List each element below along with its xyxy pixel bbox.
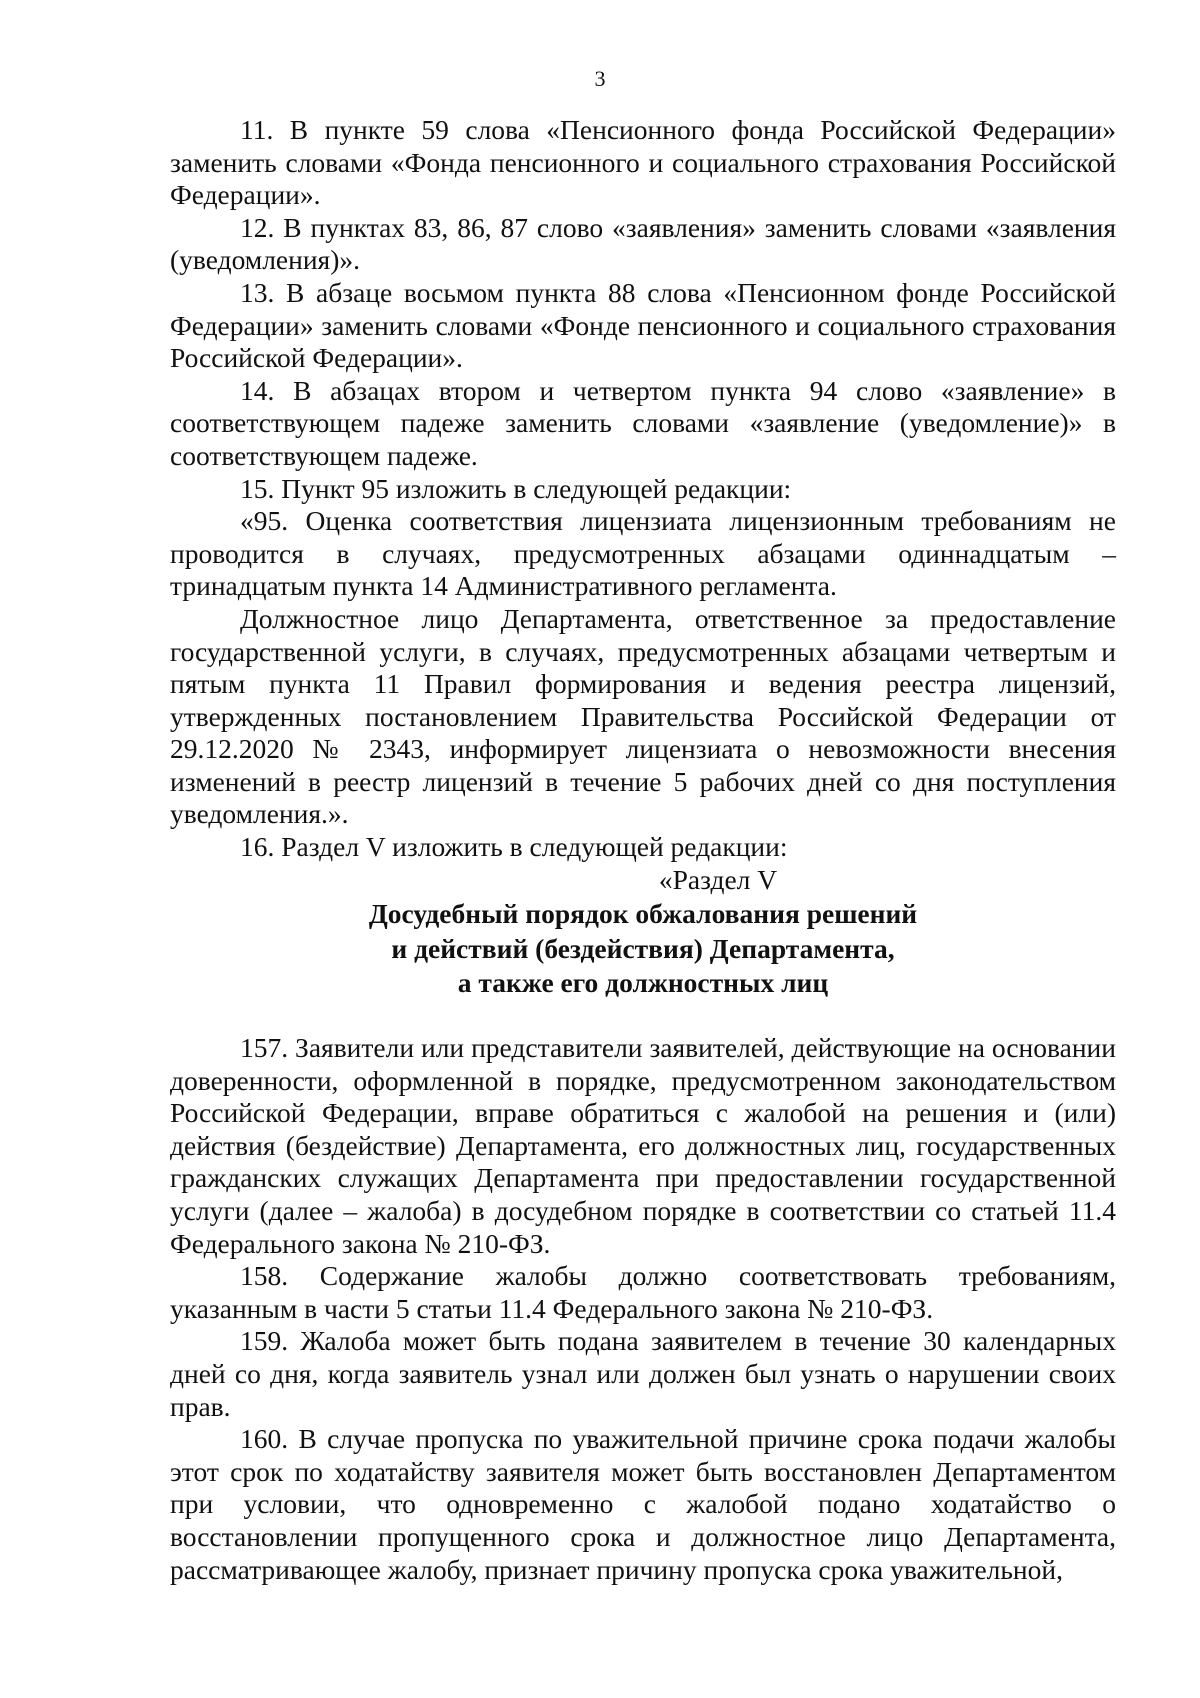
document-body <box>170 114 1116 1586</box>
paragraph-item-15: 15. Пункт 95 изложить в следующей редакции: <box>240 472 792 504</box>
paragraph-item-13: 13. В абзаце восьмом пункта 88 слова «Пенсионном фонде Российской Федерации» заменить словами «Фонде пенсионного и социального страхования Российской Федерации». <box>170 276 1116 374</box>
page-number: 3 <box>594 66 606 91</box>
paragraph-item-11: 11. В пункте 59 слова «Пенсионного фонда Российской Федерации» заменить словами «Фонда пенсионного и социального страхования Российской Федерации». <box>170 114 1116 211</box>
section-heading-line-1: Досудебный порядок обжалования решений <box>368 898 918 930</box>
paragraph-item-16: 16. Раздел V изложить в следующей редакции: <box>240 831 788 863</box>
section-heading-line-3: а также его должностных лиц <box>457 967 829 999</box>
paragraph-item-12: 12. В пунктах 83, 86, 87 слово «заявления» заменить словами «заявления (уведомления)». <box>170 211 1116 276</box>
paragraph-official-duties: Должностное лицо Департамента, ответственное за предоставление государственной услуги, в случаях, предусмотренных абзацами четвертым и пятым пункта 11 Правил формирования и ведения реестра лицензий, утвержденных постановлением Правительства Российской Федерации от 29.12.2020 № 2343, информирует лицензиата о невозможности внесения изменений в реестр лицензий в течение 5 рабочих дней со дня поступления уведомления.». <box>170 602 1116 830</box>
paragraph-item-158: 158. Содержание жалобы должно соответствовать требованиям, указанным в части 5 статьи 11.4 Федерального закона № 210-ФЗ. <box>170 1260 1116 1324</box>
paragraph-item-14: 14. В абзацах втором и четвертом пункта 94 слово «заявление» в соответствующем падеже заменить словами «заявление (уведомление)» в соответствующем падеже. <box>170 374 1116 471</box>
paragraph-item-160: 160. В случае пропуска по уважительной причине срока подачи жалобы этот срок по ходатайству заявителя может быть восстановлен Департаментом при условии, что одновременно с жалобой подано ходатайство о восстановлении пропущенного срока и должностное лицо Департамента, рассматривающее жалобу, признает причину пропуска срока уважительной, <box>170 1423 1116 1585</box>
section-heading-block <box>170 864 1116 1000</box>
section-heading-line-2: и действий (бездействия) Департамента, <box>391 932 895 964</box>
section-label: «Раздел V <box>658 863 778 895</box>
paragraph-item-157: 157. Заявители или представители заявителей, действующие на основании доверенности, оформленной в порядке, предусмотренном законодательством Российской Федерации, вправе обратиться с жалобой на решения и (или) действия (бездействие) Департамента, его должностных лиц, государственных гражданских служащих Департамента при предоставлении государственной услуги (далее – жалоба) в досудебном порядке в соответствии со статьей 11.4 Федерального закона № 210-ФЗ. <box>170 1032 1116 1259</box>
paragraph-quote-95: «95. Оценка соответствия лицензиата лицензионным требованиям не проводится в случаях, предусмотренных абзацами одиннадцатым – тринадцатым пункта 14 Административного регламента. <box>170 505 1116 602</box>
paragraph-item-159: 159. Жалоба может быть подана заявителем в течение 30 календарных дней со дня, когда заявитель узнал или должен был узнать о нарушении своих прав. <box>170 1325 1116 1422</box>
